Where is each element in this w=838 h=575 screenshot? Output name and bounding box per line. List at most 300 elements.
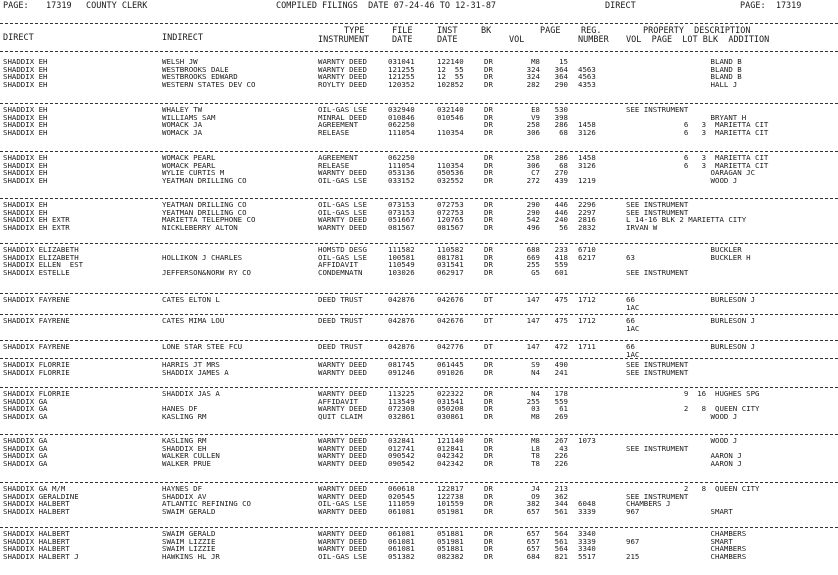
direct-cell: SHADDIX EH <box>3 72 48 82</box>
file-date-cell: 120352 <box>388 79 415 89</box>
page-cell: 15 <box>559 57 568 66</box>
file-date-cell: 103026 <box>388 267 415 277</box>
book-cell: DR <box>484 245 493 254</box>
indirect-cell: WOMACK JA <box>162 120 203 130</box>
book-cell: DR <box>484 120 493 130</box>
page-cell: 472 <box>554 342 568 351</box>
table-row <box>0 369 838 377</box>
file-date-cell: 111054 <box>388 127 415 137</box>
file-date-cell: 051667 <box>388 215 415 225</box>
book-cell: DR <box>484 215 493 225</box>
volume-cell: 147 <box>526 316 540 325</box>
inst-date-cell: 072753 <box>437 207 464 217</box>
indirect-cell: SHADDIX EH <box>162 443 207 453</box>
col-property-1: PROPERTY DESCRIPTION <box>643 26 751 36</box>
file-date-cell: 081567 <box>388 222 415 232</box>
reg-number-cell: 3339 <box>578 536 596 546</box>
instrument-type-cell: ROYLTY DEED <box>318 79 367 89</box>
direct-cell: SHADDIX HALBERT <box>3 499 70 509</box>
indirect-cell: CATES MIMA LOU <box>162 316 225 325</box>
file-date-cell: 010846 <box>388 112 415 122</box>
instrument-type-cell: OIL-GAS LSE <box>318 200 367 209</box>
file-date-cell: 061081 <box>388 536 415 546</box>
direct-cell: SHADDIX GA <box>3 458 48 468</box>
direct-cell: SHADDIX EH <box>3 127 48 137</box>
direct-cell: SHADDIX GA <box>3 443 48 453</box>
file-date-cell: 061081 <box>388 506 415 516</box>
col-bk: BK <box>481 26 492 36</box>
indirect-cell: SWAIM LIZZIE <box>162 544 216 554</box>
instrument-type-cell: WARNTY DEED <box>318 360 367 369</box>
property-description-cell: 2 8 QUEEN CITY <box>626 484 760 493</box>
book-cell: DR <box>484 175 493 185</box>
volume-cell: 255 <box>526 260 540 270</box>
col-inst-1: INST <box>437 26 458 36</box>
direct-cell: SHADDIX GA <box>3 451 48 461</box>
reg-number-cell: 3126 <box>578 127 596 137</box>
direct-cell: SHADDIX HALBERT <box>3 529 70 538</box>
page-cell: 530 <box>554 105 568 114</box>
property-description-cell: SEE INSTRUMENT <box>626 367 689 377</box>
instrument-type-cell: OIL-GAS LSE <box>318 551 367 561</box>
table-row <box>0 343 838 351</box>
book-cell: DR <box>484 536 493 546</box>
page-cell: 68 <box>559 160 568 170</box>
office-name: COUNTY CLERK <box>86 1 148 11</box>
instrument-type-cell: WARNTY DEED <box>318 404 367 414</box>
inst-date-cell: 061445 <box>437 360 464 369</box>
instrument-type-cell: WARNTY DEED <box>318 168 367 178</box>
instrument-type-cell: WARNTY DEED <box>318 458 367 468</box>
file-date-cell: 051382 <box>388 551 415 561</box>
indirect-cell: SWAIM GERALD <box>162 506 216 516</box>
reg-number-cell: 4563 <box>578 64 596 74</box>
entry-group <box>0 296 838 311</box>
reg-number-cell: 2832 <box>578 222 596 232</box>
instrument-type-cell: WARNTY DEED <box>318 367 367 377</box>
page-cell: 43 <box>559 443 568 453</box>
volume-cell: 290 <box>526 207 540 217</box>
entry-group <box>0 246 838 276</box>
indirect-cell: HOLLIKON J CHARLES <box>162 252 243 262</box>
entry-group <box>0 530 838 560</box>
instrument-type-cell: WARNTY DEED <box>318 544 367 554</box>
col-direct: DIRECT <box>3 33 34 43</box>
property-description-cell: 66 BURLESON J <box>626 295 756 304</box>
property-description-cell: 6 3 MARIETTA CIT <box>626 120 769 130</box>
property-description-cell: CHAMBERS J <box>626 499 671 509</box>
page-cell: 240 <box>554 215 568 225</box>
property-description-cell: AARON J <box>626 451 742 461</box>
entry-group <box>0 343 838 358</box>
file-date-cell: 091246 <box>388 367 415 377</box>
direct-cell: SHADDIX EH <box>3 112 48 122</box>
header-rule-bottom <box>0 51 838 52</box>
page-cell: 364 <box>554 72 568 82</box>
property-description-cell: BUCKLER <box>626 245 742 254</box>
group-separator <box>0 198 838 199</box>
book-cell: DR <box>484 260 493 270</box>
volume-cell: E8 <box>531 105 540 114</box>
direct-cell: SHADDIX ELIZABETH <box>3 252 79 262</box>
col-type-1: TYPE <box>344 26 365 36</box>
indirect-cell: YEATMAN DRILLING CO <box>162 200 247 209</box>
book-cell: DR <box>484 396 493 406</box>
indirect-cell: SHADDIX JAMES A <box>162 367 229 377</box>
volume-cell: 306 <box>526 127 540 137</box>
book-cell: DR <box>484 436 493 445</box>
book-cell: DR <box>484 491 493 501</box>
book-cell: DR <box>484 160 493 170</box>
inst-date-cell: 051881 <box>437 544 464 554</box>
indirect-cell: NICKLEBERRY ALTON <box>162 222 238 232</box>
property-description-cell: BLAND B <box>626 72 742 82</box>
indirect-cell: WILLIAMS SAM <box>162 112 216 122</box>
indirect-cell: SWAIM GERALD <box>162 529 216 538</box>
file-date-cell: 053136 <box>388 168 415 178</box>
property-description-cell: 9 16 HUGHES SPG <box>626 389 760 398</box>
book-cell: DR <box>484 168 493 178</box>
table-row <box>0 254 838 262</box>
page-cell: 564 <box>554 529 568 538</box>
instrument-type-cell: QUIT CLAIM <box>318 411 363 421</box>
book-cell: DR <box>484 458 493 468</box>
file-date-cell: 081745 <box>388 360 415 369</box>
inst-date-cell: 050536 <box>437 168 464 178</box>
property-description-cell: AARON J <box>626 458 742 468</box>
instrument-type-cell: DEED TRUST <box>318 342 363 351</box>
page-cell: 564 <box>554 544 568 554</box>
page-cell: 398 <box>554 112 568 122</box>
instrument-type-cell: WARNTY DEED <box>318 436 367 445</box>
book-cell: DR <box>484 222 493 232</box>
page-cell: 561 <box>554 506 568 516</box>
property-description-cell: WOOD J <box>626 175 738 185</box>
indirect-cell: WELSH JW <box>162 57 198 66</box>
table-row <box>0 390 838 398</box>
property-description-cell: 6 3 MARIETTA CIT <box>626 153 769 162</box>
property-description-cell: IRVAN W <box>626 222 658 232</box>
col-inst-2: DATE <box>437 35 458 45</box>
file-date-cell: 073153 <box>388 200 415 209</box>
instrument-type-cell: AGREEMENT <box>318 120 359 130</box>
indirect-cell: WOMACK PEARL <box>162 153 216 162</box>
page-cell: 286 <box>554 120 568 130</box>
inst-date-cell: 051981 <box>437 536 464 546</box>
property-description-cell: 967 SMART <box>626 506 733 516</box>
group-separator <box>0 243 838 244</box>
inst-date-cell: 12 55 <box>437 64 464 74</box>
direct-cell: SHADDIX EH <box>3 153 48 162</box>
table-row <box>0 216 838 224</box>
volume-cell: M8 <box>531 411 540 421</box>
table-row <box>0 269 838 277</box>
book-cell: DR <box>484 404 493 414</box>
page-cell: 226 <box>554 458 568 468</box>
book-cell: DR <box>484 252 493 262</box>
property-description-cell: SEE INSTRUMENT <box>626 200 689 209</box>
direct-cell: SHADDIX EH EXTR <box>3 222 70 232</box>
book-cell: DT <box>484 342 493 351</box>
volume-cell: 382 <box>526 499 540 509</box>
property-description-cell: 6 3 MARIETTA CIT <box>626 160 769 170</box>
table-row <box>0 437 838 445</box>
book-cell: DR <box>484 529 493 538</box>
file-date-cell: 121255 <box>388 72 415 82</box>
indirect-cell: ATLANTIC REFINING CO <box>162 499 251 509</box>
reg-number-cell: 3340 <box>578 544 596 554</box>
reg-number-cell: 1458 <box>578 153 596 162</box>
file-date-cell: 012741 <box>388 443 415 453</box>
property-description-cell: SEE INSTRUMENT <box>626 267 689 277</box>
volume-cell: 306 <box>526 160 540 170</box>
direct-cell: SHADDIX FLORRIE <box>3 360 70 369</box>
indirect-cell: WYLIE CURTIS M <box>162 168 225 178</box>
volume-cell: 657 <box>526 529 540 538</box>
inst-date-cell: 120765 <box>437 215 464 225</box>
page-cell: 241 <box>554 367 568 377</box>
col-file-2: DATE <box>392 35 413 45</box>
file-date-cell: 060618 <box>388 484 415 493</box>
instrument-type-cell: AGREEMENT <box>318 153 359 162</box>
file-date-cell: 073153 <box>388 207 415 217</box>
file-date-cell: 042876 <box>388 295 415 304</box>
direct-cell: SHADDIX FAYRENE <box>3 295 70 304</box>
volume-cell: 688 <box>526 245 540 254</box>
direct-cell: SHADDIX EH <box>3 200 48 209</box>
indirect-cell: WHALEY TW <box>162 105 203 114</box>
reg-number-cell: 1711 <box>578 342 596 351</box>
property-description-cell: WOOD J <box>626 436 738 445</box>
table-row <box>0 493 838 501</box>
file-date-cell: 061081 <box>388 529 415 538</box>
page-cell: 270 <box>554 168 568 178</box>
direct-cell: SHADDIX FAYRENE <box>3 342 70 351</box>
inst-date-cell: 042776 <box>437 342 464 351</box>
reg-number-cell: 1712 <box>578 295 596 304</box>
table-row <box>0 261 838 269</box>
inst-date-cell: 051981 <box>437 506 464 516</box>
instrument-type-cell: RELEASE <box>318 127 350 137</box>
file-date-cell: 033152 <box>388 175 415 185</box>
entry-group <box>0 437 838 467</box>
inst-date-cell: 122738 <box>437 491 464 501</box>
instrument-type-cell: DEED TRUST <box>318 316 363 325</box>
volume-cell: 657 <box>526 506 540 516</box>
page-cell: 56 <box>559 222 568 232</box>
direct-cell: SHADDIX EH <box>3 160 48 170</box>
property-description-cell: BLAND B <box>626 64 742 74</box>
file-date-cell: 113225 <box>388 389 415 398</box>
indirect-cell: CATES ELTON L <box>162 295 220 304</box>
inst-date-cell: 110354 <box>437 127 464 137</box>
inst-date-cell: 031541 <box>437 396 464 406</box>
page-cell: 226 <box>554 451 568 461</box>
group-separator <box>0 314 838 315</box>
inst-date-cell: 032140 <box>437 105 464 114</box>
property-description-cell: 1AC <box>626 302 640 312</box>
volume-cell: 255 <box>526 396 540 406</box>
volume-cell: O9 <box>531 491 540 501</box>
page-cell: 490 <box>554 360 568 369</box>
book-cell: DR <box>484 79 493 89</box>
indirect-cell: JEFFERSON&NORW RY CO <box>162 267 251 277</box>
instrument-type-cell: WARNTY DEED <box>318 529 367 538</box>
book-cell: DR <box>484 544 493 554</box>
direct-cell: SHADDIX EH <box>3 120 48 130</box>
direct-cell: SHADDIX ELLEN EST <box>3 260 84 270</box>
table-row <box>0 129 838 137</box>
group-separator <box>0 340 838 341</box>
instrument-type-cell: DEED TRUST <box>318 295 363 304</box>
inst-date-cell: 081567 <box>437 222 464 232</box>
book-cell: DR <box>484 443 493 453</box>
book-cell: DT <box>484 316 493 325</box>
inst-date-cell: 082382 <box>437 551 464 561</box>
group-separator <box>0 103 838 104</box>
reg-number-cell: 3340 <box>578 529 596 538</box>
page-cell: 213 <box>554 484 568 493</box>
inst-date-cell: 091026 <box>437 367 464 377</box>
book-cell: DR <box>484 367 493 377</box>
instrument-type-cell: RELEASE <box>318 160 350 170</box>
indirect-cell: HAWKINS HL JR <box>162 551 220 561</box>
volume-cell: S9 <box>531 360 540 369</box>
property-description-cell: HALL J <box>626 79 738 89</box>
col-type-2: INSTRUMENT <box>318 35 370 45</box>
inst-date-cell: 102852 <box>437 79 464 89</box>
direct-cell: SHADDIX EH <box>3 64 48 74</box>
volume-cell: J4 <box>531 484 540 493</box>
table-row <box>0 460 838 468</box>
reg-number-cell: 1712 <box>578 316 596 325</box>
indirect-cell: YEATMAN DRILLING CO <box>162 175 247 185</box>
inst-date-cell: 010546 <box>437 112 464 122</box>
book-cell: DR <box>484 506 493 516</box>
file-date-cell: 121255 <box>388 64 415 74</box>
book-cell: DR <box>484 207 493 217</box>
direct-cell: SHADDIX HALBERT <box>3 544 70 554</box>
reg-number-cell: 5517 <box>578 551 596 561</box>
file-date-cell: 110549 <box>388 260 415 270</box>
group-separator <box>0 434 838 435</box>
file-date-cell: 042876 <box>388 316 415 325</box>
property-description-cell: 2 8 QUEEN CITY <box>626 404 760 414</box>
volume-cell: N4 <box>531 389 540 398</box>
page-cell: 559 <box>554 260 568 270</box>
inst-date-cell: 122140 <box>437 57 464 66</box>
instrument-type-cell: OIL-GAS LSE <box>318 105 367 114</box>
property-description-cell: 1AC <box>626 349 640 359</box>
volume-cell: T8 <box>531 458 540 468</box>
file-date-cell: 031041 <box>388 57 415 66</box>
reg-number-cell: 2297 <box>578 207 596 217</box>
col-file-1: FILE <box>392 26 413 36</box>
page-cell: 559 <box>554 396 568 406</box>
col-indirect: INDIRECT <box>162 33 203 43</box>
page-number: 17319 <box>46 1 72 11</box>
volume-cell: 147 <box>526 342 540 351</box>
entry-group <box>0 317 838 332</box>
direct-cell: SHADDIX GA M/M <box>3 484 66 493</box>
book-cell: DR <box>484 499 493 509</box>
book-cell: DR <box>484 411 493 421</box>
indirect-cell: SHADDIX JAS A <box>162 389 220 398</box>
group-separator <box>0 293 838 294</box>
property-description-cell: 66 BURLESON J <box>626 342 756 351</box>
header-rule-top <box>0 23 838 24</box>
book-cell: DR <box>484 451 493 461</box>
col-property-2: VOL PAGE LOT BLK ADDITION <box>626 35 770 45</box>
reg-number-cell: 2816 <box>578 215 596 225</box>
indirect-cell: KASLING RM <box>162 436 207 445</box>
property-description-cell: CHAMBERS <box>626 544 747 554</box>
file-date-cell: 090542 <box>388 458 415 468</box>
entry-group <box>0 361 838 376</box>
indirect-cell: HANES DF <box>162 404 198 414</box>
group-separator <box>0 358 838 359</box>
direct-cell: SHADDIX EH EXTR <box>3 215 70 225</box>
group-separator <box>0 482 838 483</box>
entry-group <box>0 58 838 88</box>
book-cell: DR <box>484 57 493 66</box>
page-cell: 269 <box>554 411 568 421</box>
direct-cell: SHADDIX GA <box>3 436 48 445</box>
property-description-cell: SEE INSTRUMENT <box>626 443 689 453</box>
reg-number-cell: 1219 <box>578 175 596 185</box>
group-separator <box>0 151 838 152</box>
indirect-cell: SWAIM LIZZIE <box>162 536 216 546</box>
inst-date-cell: 012841 <box>437 443 464 453</box>
reg-number-cell: 3126 <box>578 160 596 170</box>
volume-cell: 03 <box>531 404 540 414</box>
page-cell: 290 <box>554 79 568 89</box>
page-cell: 446 <box>554 207 568 217</box>
inst-date-cell: 032552 <box>437 175 464 185</box>
volume-cell: M8 <box>531 436 540 445</box>
indirect-cell: WALKER PRUE <box>162 458 211 468</box>
property-description-cell: 63 BUCKLER H <box>626 252 751 262</box>
page-cell: 267 <box>554 436 568 445</box>
file-date-cell: 062250 <box>388 153 415 162</box>
volume-cell: V9 <box>531 112 540 122</box>
volume-cell: M8 <box>531 57 540 66</box>
page-cell: 362 <box>554 491 568 501</box>
instrument-type-cell: WARNTY DEED <box>318 536 367 546</box>
book-cell: DR <box>484 64 493 74</box>
instrument-type-cell: WARNTY DEED <box>318 389 367 398</box>
volume-cell: 496 <box>526 222 540 232</box>
reg-number-cell: 6710 <box>578 245 596 254</box>
direct-cell: SHADDIX HALBERT <box>3 506 70 516</box>
volume-cell: 324 <box>526 72 540 82</box>
property-description-cell: 215 CHAMBERS <box>626 551 747 561</box>
file-date-cell: 111582 <box>388 245 415 254</box>
direct-cell: SHADDIX GERALDINE <box>3 491 79 501</box>
index-type: DIRECT <box>605 1 636 11</box>
property-description-cell: BRYANT H <box>626 112 747 122</box>
direct-cell: SHADDIX FAYRENE <box>3 316 70 325</box>
instrument-type-cell: WARNTY DEED <box>318 57 367 66</box>
indirect-cell: YEATMAN DRILLING CO <box>162 207 247 217</box>
property-description-cell: WOOD J <box>626 411 738 421</box>
instrument-type-cell: WARNTY DEED <box>318 222 367 232</box>
direct-cell: SHADDIX EH <box>3 175 48 185</box>
volume-cell: 684 <box>526 551 540 561</box>
property-description-cell: SEE INSTRUMENT <box>626 491 689 501</box>
table-row <box>0 553 838 561</box>
table-row <box>0 81 838 89</box>
